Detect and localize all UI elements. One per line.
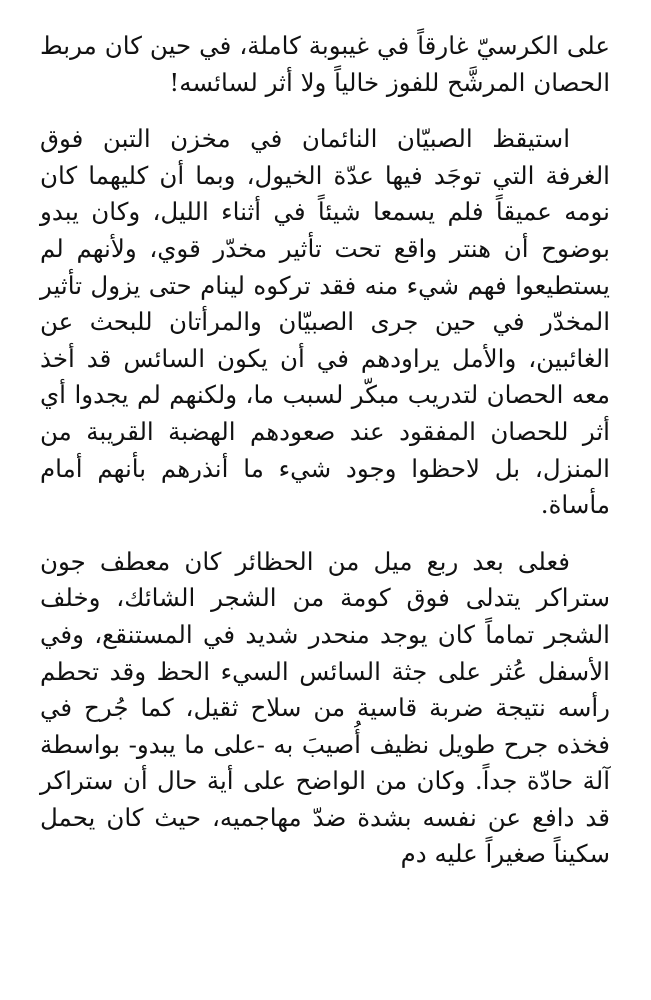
paragraph-2: استيقظ الصبيّان النائمان في مخزن التبن فوق الغرفة التي توجَد فيها عدّة الخيول، وبما أن كليهما كان نومه عميقاً فلم يسمعا شيئاً في أثناء الليل، وكان يبدو بوضوح أن هنتر واقع تحت تأثير مخدّر قوي، ولأنهم لم يستطيعوا فهم شيء منه فقد تركوه لينام حتى يزول تأثير المخدّر في حين جرى الصبيّان والمرأتان للبحث عن الغائبين، والأمل يراودهم في أن يكون السائس قد أخذ معه الحصان لتدريب مبكّر لسبب ما، ولكنهم لم يجدوا أي أثر للحصان المفقود عند صعودهم الهضبة القريبة من المنزل، بل لاحظوا وجود شيء ما أنذرهم بأنهم أمام مأساة. xyxy=(40,124,610,520)
paragraph-3: فعلى بعد ربع ميل من الحظائر كان معطف جون ستراكر يتدلى فوق كومة من الشجر الشائك، وخلف الشجر تماماً كان يوجد منحدر شديد في المستنقع، وفي الأسفل عُثر على جثة السائس السيء الحظ وقد تحطم رأسه نتيجة ضربة قاسية من سلاح ثقيل، كما جُرح في فخذه جرح طويل نظيف أُصيبَ به -على ما يبدو- بواسطة آلة حادّة جداً. وكان من الواضح على أية حال أن ستراكر قد دافع عن نفسه بشدة ضدّ مهاجميه، حيث كان يحمل سكيناً صغيراً عليه دم xyxy=(40,546,610,869)
document-page xyxy=(40,28,610,873)
paragraph-gap xyxy=(40,101,610,121)
paragraph-gap xyxy=(40,524,610,544)
paragraph-1: على الكرسيّ غارقاً في غيبوبة كاملة، في حين كان مربط الحصان المرشَّح للفوز خالياً ولا أثر لسائسه! xyxy=(40,31,610,97)
